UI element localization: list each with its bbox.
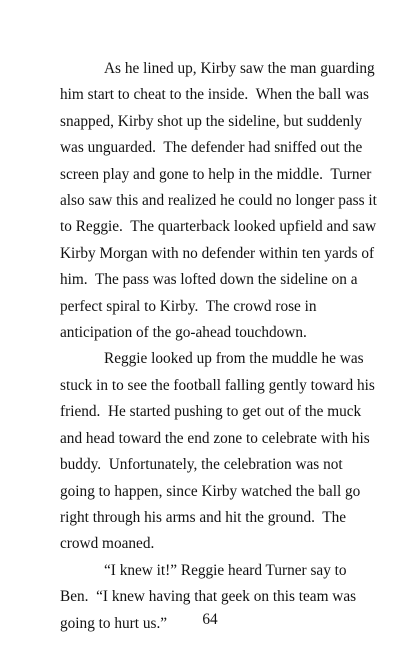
text-line: right through his arms and hit the ground. The <box>60 508 347 526</box>
text-line: snapped, Kirby shot up the sideline, but suddenly <box>60 112 363 130</box>
text-line: also saw this and realized he could no longer pass it <box>60 192 377 210</box>
text-line: screen play and gone to help in the middle. Turner <box>60 165 372 183</box>
text-line: going to happen, since Kirby watched the ball go <box>60 482 361 500</box>
text-line: going to hurt us.” <box>60 614 168 632</box>
text-line: Reggie looked up from the muddle he was <box>104 350 364 368</box>
page-number: 64 <box>202 611 218 628</box>
text-line: crowd moaned. <box>60 535 155 553</box>
text-line: “I knew it!” Reggie heard Turner say to <box>104 561 347 579</box>
text-line: him start to cheat to the inside. When the ball was <box>60 86 369 104</box>
text-line: buddy. Unfortunately, the celebration was not <box>60 456 343 474</box>
body-text <box>60 56 377 637</box>
text-line: and head toward the end zone to celebrate with his <box>60 429 370 447</box>
text-line: was unguarded. The defender had sniffed out the <box>60 139 363 157</box>
text-line: friend. He started pushing to get out of the muck <box>60 403 362 421</box>
text-line: Kirby Morgan with no defender within ten yards of <box>60 244 375 262</box>
text-line: him. The pass was lofted down the sideline on a <box>60 271 358 289</box>
paragraph-2 <box>60 346 375 557</box>
paragraph-1 <box>60 56 377 346</box>
text-line: Ben. “I knew having that geek on this team was <box>60 588 357 606</box>
text-line: anticipation of the go-ahead touchdown. <box>60 324 307 342</box>
text-line: As he lined up, Kirby saw the man guarding <box>104 60 375 77</box>
text-line: stuck in to see the football falling gently toward his <box>60 376 375 394</box>
text-line: to Reggie. The quarterback looked upfield and saw <box>60 218 377 236</box>
text-line: perfect spiral to Kirby. The crowd rose in <box>60 297 317 315</box>
